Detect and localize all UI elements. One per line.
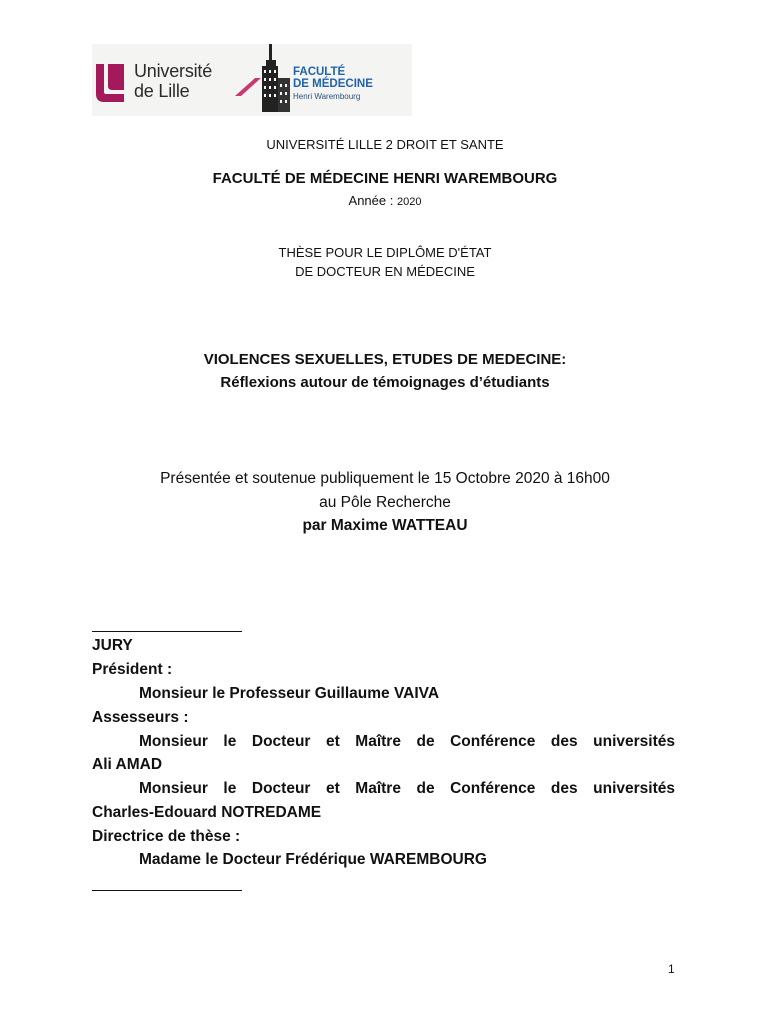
thesis-title-line-1: VIOLENCES SEXUELLES, ETUDES DE MEDECINE:: [203, 351, 567, 368]
faculty-name: FACULTÉ DE MÉDECINE HENRI WAREMBOURG: [212, 170, 558, 187]
decorative-slash-icon: [235, 74, 261, 98]
assessor-1-title: Monsieur le Docteur et Maître de Conférence des universités: [139, 733, 675, 750]
universite-de-lille-wordmark: [134, 61, 212, 101]
assessors-label: Assesseurs :: [92, 709, 189, 726]
de-lille-label: de Lille: [134, 81, 190, 101]
page-number: 1: [668, 962, 675, 976]
thesis-title-line-2: Réflexions autour de témoignages d’étudiants: [220, 374, 550, 391]
year-value: 2020: [396, 196, 422, 208]
director-label: Directrice de thèse :: [92, 828, 241, 845]
university-name: UNIVERSITÉ LILLE 2 DROIT ET SANTE: [266, 137, 504, 152]
president-label: Président :: [92, 661, 173, 678]
henri-warembourg-label: Henri Warembourg: [293, 92, 361, 101]
year-label: Année :: [348, 193, 397, 208]
universite-label: Université: [134, 61, 213, 81]
defense-date: Présentée et soutenue publiquement le 15 Octobre 2020 à 16h00: [160, 470, 610, 487]
director-name: Madame le Docteur Frédérique WAREMBOURG: [139, 851, 487, 868]
faculte-medecine-building-icon: [260, 44, 294, 114]
jury-top-rule: [92, 631, 242, 632]
defense-location: au Pôle Recherche: [319, 494, 451, 511]
assessor-2-title: Monsieur le Docteur et Maître de Conférence des universités: [139, 780, 675, 797]
jury-bottom-rule: [92, 890, 242, 891]
universite-de-lille-logo-icon: [94, 60, 126, 104]
assessor-2-name: Charles-Edouard NOTREDAME: [92, 804, 322, 821]
faculte-medecine-wordmark: [293, 66, 373, 101]
president-name: Monsieur le Professeur Guillaume VAIVA: [139, 685, 440, 702]
faculte-label: FACULTÉ: [293, 66, 346, 78]
header-logos: [92, 44, 412, 116]
academic-year: [0, 193, 770, 208]
thesis-type-line-2: DE DOCTEUR EN MÉDECINE: [295, 264, 475, 279]
author-name: par Maxime WATTEAU: [302, 517, 468, 534]
thesis-type-line-1: THÈSE POUR LE DIPLÔME D'ÉTAT: [278, 245, 492, 260]
jury-heading: JURY: [92, 637, 133, 654]
assessor-1-name: Ali AMAD: [92, 756, 163, 773]
de-medecine-label: DE MÉDECINE: [293, 78, 373, 90]
